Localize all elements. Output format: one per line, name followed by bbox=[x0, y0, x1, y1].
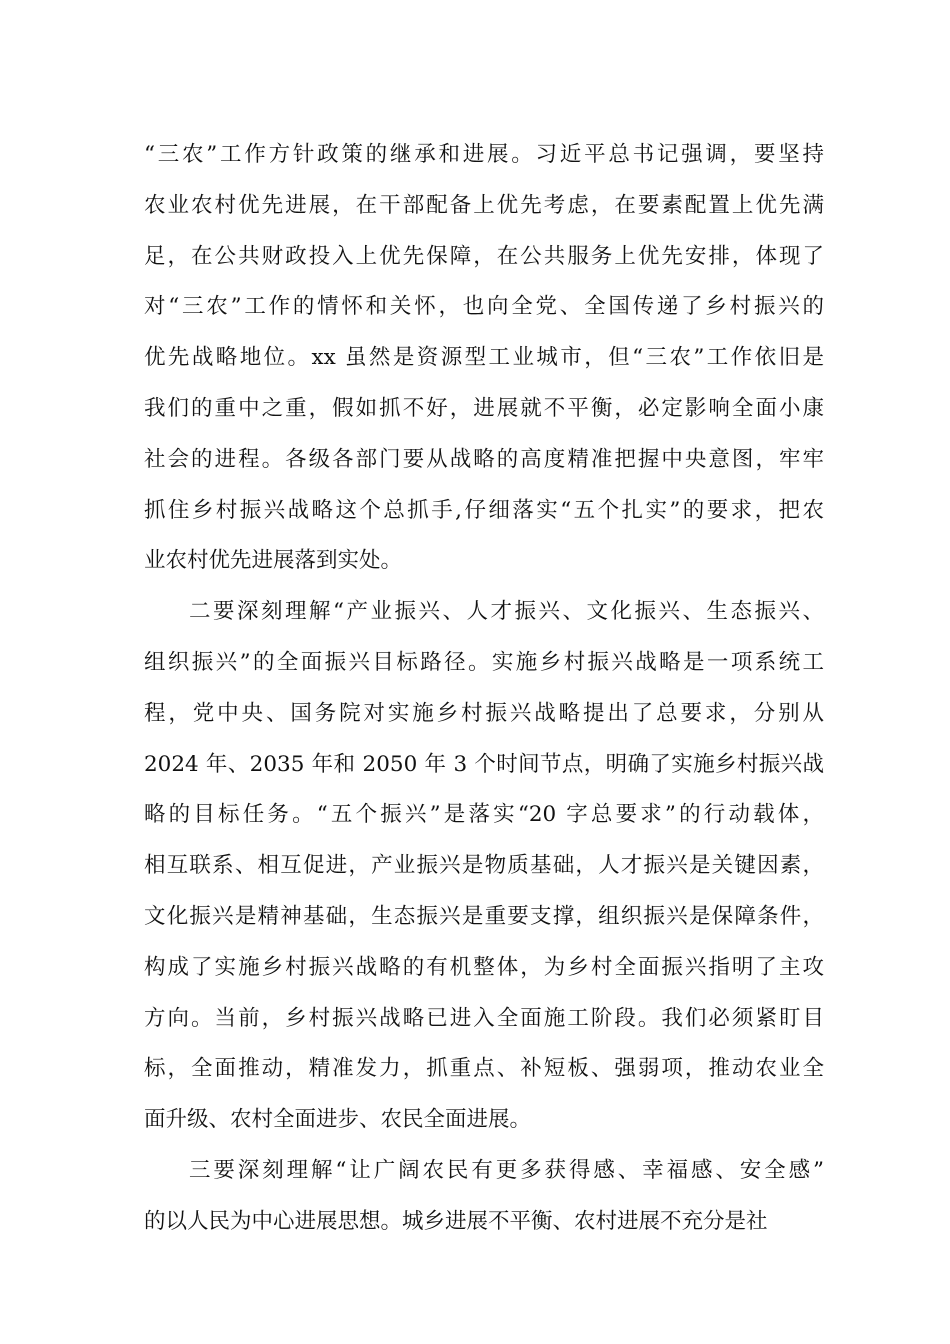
text-line: 方向。当前，乡村振兴战略已进入全面施工阶段。我们必须紧盯目 bbox=[144, 1005, 824, 1031]
text-line: 足，在公共财政投入上优先保障，在公共服务上优先安排，体现了 bbox=[144, 243, 824, 269]
paragraph bbox=[144, 130, 824, 587]
text-line: 抓住乡村振兴战略这个总抓手,仔细落实“五个扎实”的要求，把农 bbox=[144, 497, 824, 523]
text-line: “三农”工作方针政策的继承和进展。习近平总书记强调，要坚持 bbox=[144, 142, 824, 167]
text-line: 标，全面推动，精准发力，抓重点、补短板、强弱项，推动农业全 bbox=[144, 1056, 824, 1082]
text-line: 我们的重中之重，假如抓不好，进展就不平衡，必定影响全面小康 bbox=[144, 395, 824, 421]
text-line: 三要深刻理解“让广阔农民有更多获得感、幸福感、安全感” bbox=[189, 1157, 824, 1183]
text-line: 构成了实施乡村振兴战略的有机整体，为乡村全面振兴指明了主攻 bbox=[144, 954, 824, 980]
paragraph bbox=[144, 1146, 824, 1248]
text-line: 的以人民为中心进展思想。城乡进展不平衡、农村进展不充分是社 bbox=[144, 1208, 768, 1234]
text-line: 略的目标任务。“五个振兴”是落实“20 字总要求”的行动载体， bbox=[144, 802, 824, 828]
text-line: 相互联系、相互促进，产业振兴是物质基础，人才振兴是关键因素， bbox=[144, 853, 824, 879]
paragraph bbox=[144, 587, 824, 1146]
text-line: 组织振兴”的全面振兴目标路径。实施乡村振兴战略是一项系统工 bbox=[144, 649, 824, 675]
text-line: 社会的进程。各级各部门要从战略的高度精准把握中央意图，牢牢 bbox=[144, 446, 824, 472]
text-line: 农业农村优先进展，在干部配备上优先考虑，在要素配置上优先满 bbox=[144, 192, 824, 218]
text-line: 程，党中央、国务院对实施乡村振兴战略提出了总要求，分别从 bbox=[144, 700, 824, 726]
text-line: 对“三农”工作的情怀和关怀，也向全党、全国传递了乡村振兴的 bbox=[144, 294, 824, 320]
text-line: 文化振兴是精神基础，生态振兴是重要支撑，组织振兴是保障条件， bbox=[144, 903, 824, 929]
text-line: 2024 年、2035 年和 2050 年 3 个时间节点，明确了实施乡村振兴战 bbox=[144, 751, 824, 777]
document-body bbox=[144, 130, 824, 1248]
text-line: 二要深刻理解“产业振兴、人才振兴、文化振兴、生态振兴、 bbox=[189, 599, 824, 625]
text-line: 优先战略地位。xx 虽然是资源型工业城市，但“三农”工作依旧是 bbox=[144, 345, 824, 371]
text-line: 业农村优先进展落到实处。 bbox=[144, 548, 403, 574]
text-line: 面升级、农村全面进步、农民全面进展。 bbox=[144, 1107, 532, 1133]
